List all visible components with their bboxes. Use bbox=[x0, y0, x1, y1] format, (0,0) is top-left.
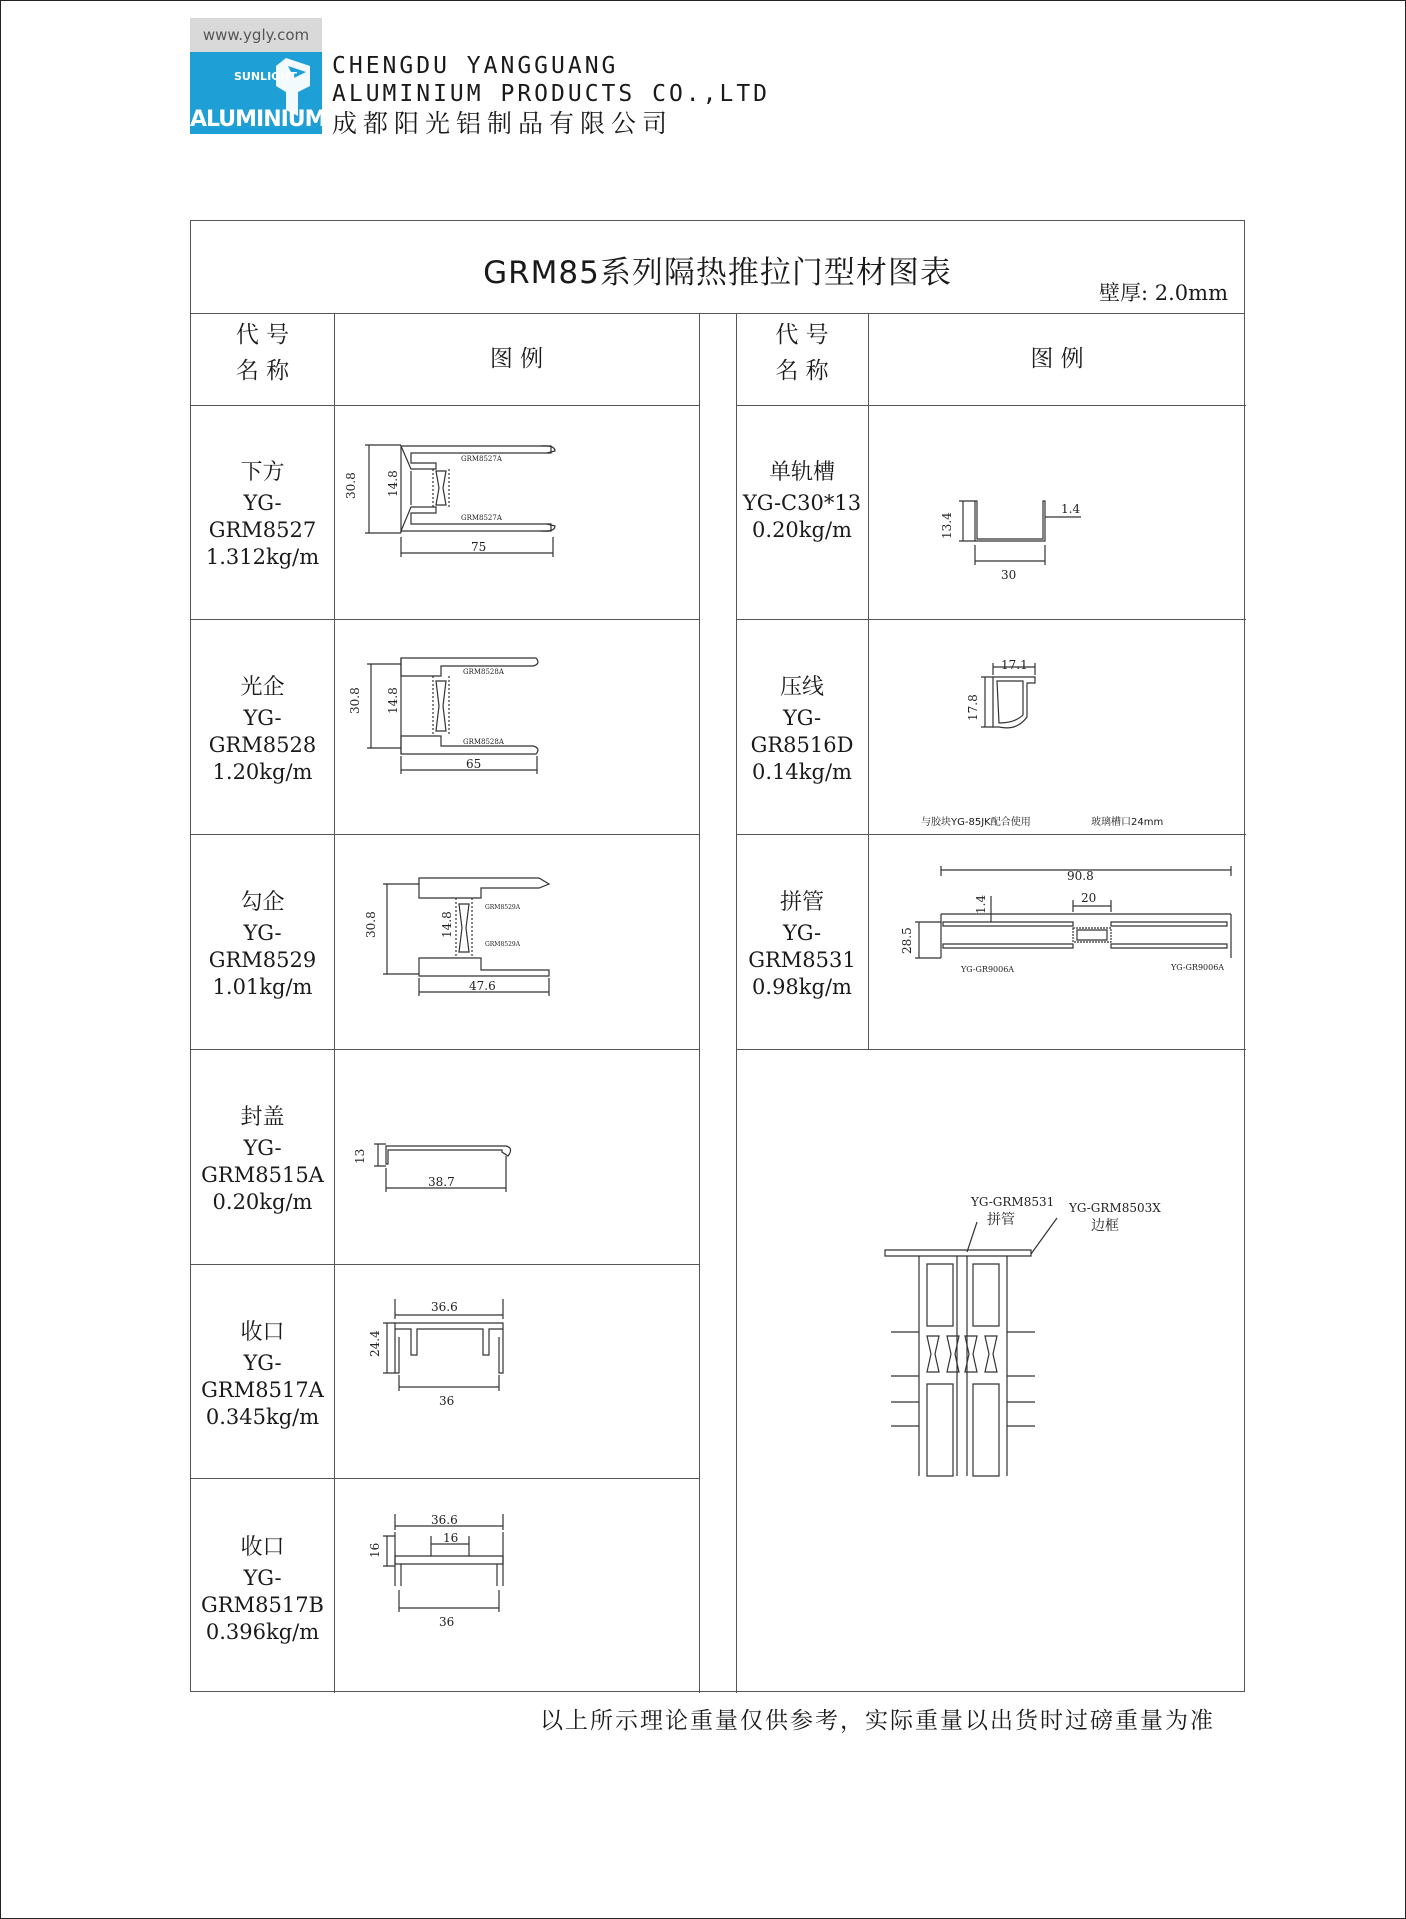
divider bbox=[334, 313, 335, 1693]
assembly-label-name: 拼管 bbox=[987, 1212, 1015, 1228]
fit-note: 与胶块YG-85JK配合使用 bbox=[921, 817, 1031, 828]
item-name: 下方 bbox=[240, 460, 285, 485]
company-name-en-1: CHENGDU YANGGUANG bbox=[332, 53, 619, 79]
dim-height: 30.8 bbox=[364, 911, 378, 938]
assembly-label-code: YG-GRM8503X bbox=[1069, 1201, 1161, 1215]
header-code-2: 名 称 bbox=[235, 358, 290, 384]
dim-width: 75 bbox=[471, 540, 487, 554]
item-weight: 0.14kg/m bbox=[752, 760, 852, 784]
item-label bbox=[191, 459, 334, 571]
dim-height: 28.5 bbox=[900, 927, 914, 954]
header-code-1: 代 号 bbox=[235, 322, 290, 348]
dim-width: 36 bbox=[439, 1615, 455, 1629]
item-weight: 0.20kg/m bbox=[212, 1190, 313, 1214]
item-code: YG-GRM8529 bbox=[208, 921, 317, 972]
dim-height: 13 bbox=[353, 1148, 367, 1164]
dim-top: 36.6 bbox=[431, 1513, 458, 1527]
dim-width: 90.8 bbox=[1067, 869, 1094, 883]
item-code: YG-GRM8528 bbox=[208, 706, 317, 757]
item-code: YG-GR8516D bbox=[750, 706, 854, 757]
item-code: YG-GRM8531 bbox=[748, 921, 856, 972]
header-code bbox=[191, 317, 334, 389]
profile-drawing bbox=[341, 656, 691, 800]
table-title: GRM85系列隔热推拉门型材图表 bbox=[483, 255, 952, 291]
item-name: 光企 bbox=[240, 675, 285, 700]
dim-middle: 20 bbox=[1081, 891, 1097, 905]
part-tag: GRM8529A bbox=[485, 941, 521, 948]
dim-middle: 14.8 bbox=[386, 687, 400, 714]
wall-thickness: 壁厚: 2.0mm bbox=[1099, 281, 1228, 305]
divider bbox=[191, 1264, 699, 1265]
dim-height: 17.8 bbox=[966, 694, 980, 721]
dim-height: 16 bbox=[368, 1542, 382, 1558]
item-weight: 0.396kg/m bbox=[205, 1620, 320, 1644]
item-weight: 0.345kg/m bbox=[205, 1405, 320, 1429]
item-label bbox=[736, 459, 868, 544]
item-weight: 0.20kg/m bbox=[752, 518, 852, 542]
header-figure: 图 例 bbox=[489, 346, 544, 372]
divider bbox=[191, 405, 699, 406]
item-weight: 1.312kg/m bbox=[205, 545, 320, 569]
item-name: 压线 bbox=[779, 675, 824, 700]
item-name: 单轨槽 bbox=[768, 460, 835, 485]
item-weight: 0.98kg/m bbox=[752, 975, 852, 999]
item-code: YG-C30*13 bbox=[742, 491, 862, 515]
profile-drawing bbox=[931, 658, 1231, 785]
logo-small-text: SUNLIGHT bbox=[234, 70, 297, 83]
part-tag: GRM8527A bbox=[461, 514, 502, 522]
dim-width: 47.6 bbox=[469, 979, 496, 993]
dim-width: 36 bbox=[439, 1394, 455, 1408]
dim-thickness: 1.4 bbox=[1061, 502, 1081, 516]
dim-middle: 14.8 bbox=[386, 470, 400, 497]
item-name: 勾企 bbox=[240, 890, 285, 915]
profile-drawing bbox=[341, 441, 691, 585]
profile-drawing bbox=[353, 1126, 656, 1230]
item-name: 收口 bbox=[240, 1320, 285, 1345]
part-tag: GRM8529A bbox=[485, 904, 521, 911]
company-name bbox=[332, 52, 770, 140]
company-logo bbox=[190, 18, 326, 134]
assembly-drawing bbox=[871, 1176, 1171, 1480]
part-tag: GRM8528A bbox=[463, 668, 504, 676]
divider bbox=[191, 619, 699, 620]
item-weight: 1.01kg/m bbox=[212, 975, 313, 999]
profile-drawing bbox=[351, 876, 701, 1020]
part-tag: GRM8527A bbox=[461, 455, 502, 463]
dim-width: 17.1 bbox=[1001, 658, 1028, 672]
item-label bbox=[736, 889, 868, 1001]
dim-height: 30.8 bbox=[348, 687, 362, 714]
item-label bbox=[191, 674, 334, 786]
assembly-label-code: YG-GRM8531 bbox=[971, 1195, 1055, 1209]
item-name: 封盖 bbox=[240, 1105, 285, 1130]
item-name: 拼管 bbox=[779, 890, 824, 915]
company-name-cn: 成都阳光铝制品有限公司 bbox=[332, 109, 674, 138]
profile-drawing bbox=[891, 866, 1251, 1040]
dim-width: 65 bbox=[466, 757, 482, 771]
dim-width: 38.7 bbox=[428, 1175, 455, 1189]
profile-drawing bbox=[911, 481, 1231, 605]
dim-height: 13.4 bbox=[940, 512, 954, 539]
divider bbox=[736, 619, 1246, 620]
profile-table bbox=[190, 220, 1245, 1692]
divider bbox=[736, 1049, 1246, 1050]
profile-drawing bbox=[361, 1281, 661, 1425]
header-figure: 图 例 bbox=[1030, 346, 1084, 372]
table-title-row bbox=[191, 221, 1244, 314]
item-label bbox=[191, 1319, 334, 1431]
divider bbox=[736, 834, 1246, 835]
glass-slot-note: 玻璃槽口24mm bbox=[1091, 817, 1164, 828]
divider bbox=[191, 834, 699, 835]
logo-url: www.ygly.com bbox=[190, 18, 322, 52]
item-code: YG-GRM8515A bbox=[201, 1136, 324, 1187]
part-tag: GRM8528A bbox=[463, 738, 504, 746]
item-code: YG-GRM8517B bbox=[201, 1566, 324, 1617]
logo-word: ALUMINIUM bbox=[190, 107, 326, 132]
item-code: YG-GRM8517A bbox=[201, 1351, 324, 1402]
item-weight: 1.20kg/m bbox=[212, 760, 313, 784]
divider bbox=[191, 1478, 699, 1479]
logo-mark bbox=[190, 52, 326, 134]
company-name-en-2: ALUMINIUM PRODUCTS CO.,LTD bbox=[332, 81, 771, 107]
item-label bbox=[191, 889, 334, 1001]
item-label bbox=[191, 1534, 334, 1646]
item-label bbox=[736, 674, 868, 786]
divider bbox=[191, 1049, 699, 1050]
assembly-label-name: 边框 bbox=[1091, 1218, 1119, 1234]
dim-height: 30.8 bbox=[344, 472, 358, 499]
dim-top: 36.6 bbox=[431, 1300, 458, 1314]
dim-width: 30 bbox=[1001, 568, 1017, 582]
divider bbox=[736, 405, 1246, 406]
item-name: 收口 bbox=[240, 1535, 285, 1560]
footer-note: 以上所示理论重量仅供参考，实际重量以出货时过磅重量为准 bbox=[540, 1708, 1215, 1734]
dim-height: 24.4 bbox=[368, 1330, 382, 1357]
divider bbox=[868, 313, 869, 1049]
header-code-1: 代 号 bbox=[775, 322, 829, 348]
profile-drawing bbox=[361, 1496, 661, 1650]
item-code: YG-GRM8527 bbox=[208, 491, 317, 542]
part-tag: YG-GR9006A bbox=[961, 965, 1015, 974]
dim-middle: 14.8 bbox=[440, 911, 454, 938]
item-label bbox=[191, 1104, 334, 1216]
dim-thickness: 1.4 bbox=[974, 894, 988, 914]
part-tag: YG-GR9006A bbox=[1171, 963, 1225, 972]
dim-middle: 16 bbox=[443, 1531, 459, 1545]
header-code bbox=[736, 317, 868, 389]
header-code-2: 名 称 bbox=[775, 358, 829, 384]
